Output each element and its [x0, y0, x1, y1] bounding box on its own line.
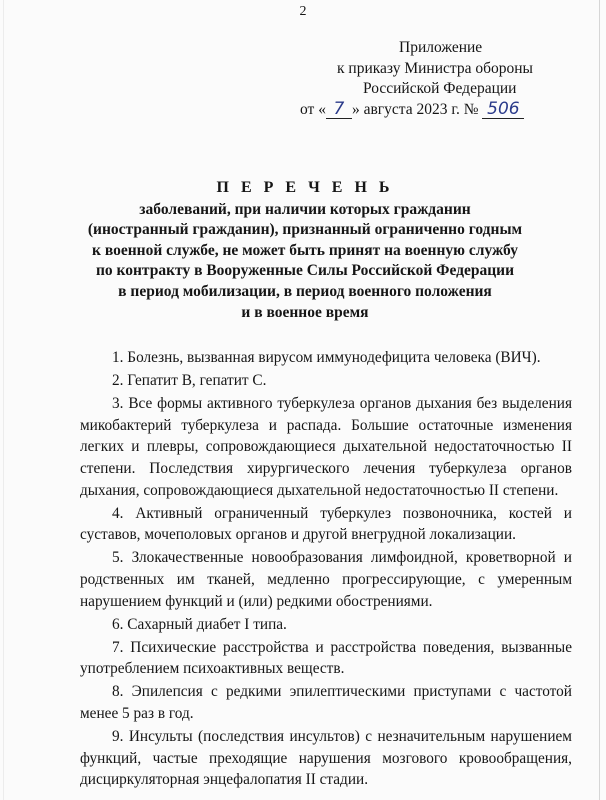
list-item: 5. Злокачественные новообразования лимфоидной, кроветворной и родственных им тканей, медленно прогрессирующие, с умеренным нарушением функций и (или) редкими обострениями. [80, 549, 572, 610]
appendix-order-ref: к приказу Министра обороны [337, 59, 533, 77]
heading-title: П Е Р Е Ч Е Н Ь [216, 179, 394, 196]
list-item: 1. Болезнь, вызванная вирусом иммунодефицита человека (ВИЧ). [112, 349, 541, 366]
list-item: 7. Психические расстройства и расстройства поведения, вызванные употреблением психоактивных веществ. [80, 638, 572, 678]
page-number: 2 [299, 4, 307, 19]
handwritten-day: 7 [326, 101, 352, 119]
list-item: 4. Активный ограниченный туберкулез позвоночника, костей и суставов, мочеполовых органов и другой внегрудной локализации. [80, 504, 572, 544]
heading-line: по контракту в Вооруженные Силы Российской Федерации [95, 262, 515, 280]
heading-line: к военной службе, не может быть принят на военную службу [92, 241, 518, 259]
list-item: 6. Сахарный диабет I типа. [112, 615, 287, 633]
date-prefix: от « [300, 100, 326, 118]
list-item: 2. Гепатит B, гепатит C. [112, 372, 267, 390]
heading-line: в период мобилизации, в период военного положения [118, 282, 492, 300]
heading-line: заболеваний, при наличии которых гражданин [139, 200, 471, 218]
handwritten-order-number: 506 [482, 101, 524, 119]
list-item: 8. Эпилепсия с редкими эпилептическими приступами с частотой менее 5 раз в год. [80, 683, 572, 722]
document-heading [60, 178, 550, 323]
appendix-block [300, 38, 590, 120]
appendix-label: Приложение [399, 39, 483, 56]
list-item: 9. Инсульты (последствия инсультов) с незначительным нарушением функций, частые преходящие нарушения мозгового кровообращения, дисциркуляторная энцефалопатия II стадии. [80, 728, 572, 789]
heading-line: и в военное время [241, 303, 369, 321]
heading-line: (иностранный гражданин), признанный ограниченно годным [87, 221, 523, 239]
scan-edge-left [3, 0, 4, 800]
list-item: 3. Все формы активного туберкулеза органов дыхания без выделения микобактерий туберкулеза и распада. Большие остаточные изменения легких и плевры, сопровождающиеся дыхательной недостаточностью II степени. Последствия хирургического лечения туберкулеза органов дыхания, сопровождающиеся дыхательной недостаточностью II степени. [80, 395, 572, 499]
disease-list [80, 347, 572, 792]
appendix-date-line [300, 100, 590, 121]
appendix-country: Российской Федерации [363, 80, 517, 97]
scan-edge-right [599, 0, 600, 800]
date-suffix: » августа 2023 г. № [351, 100, 479, 118]
